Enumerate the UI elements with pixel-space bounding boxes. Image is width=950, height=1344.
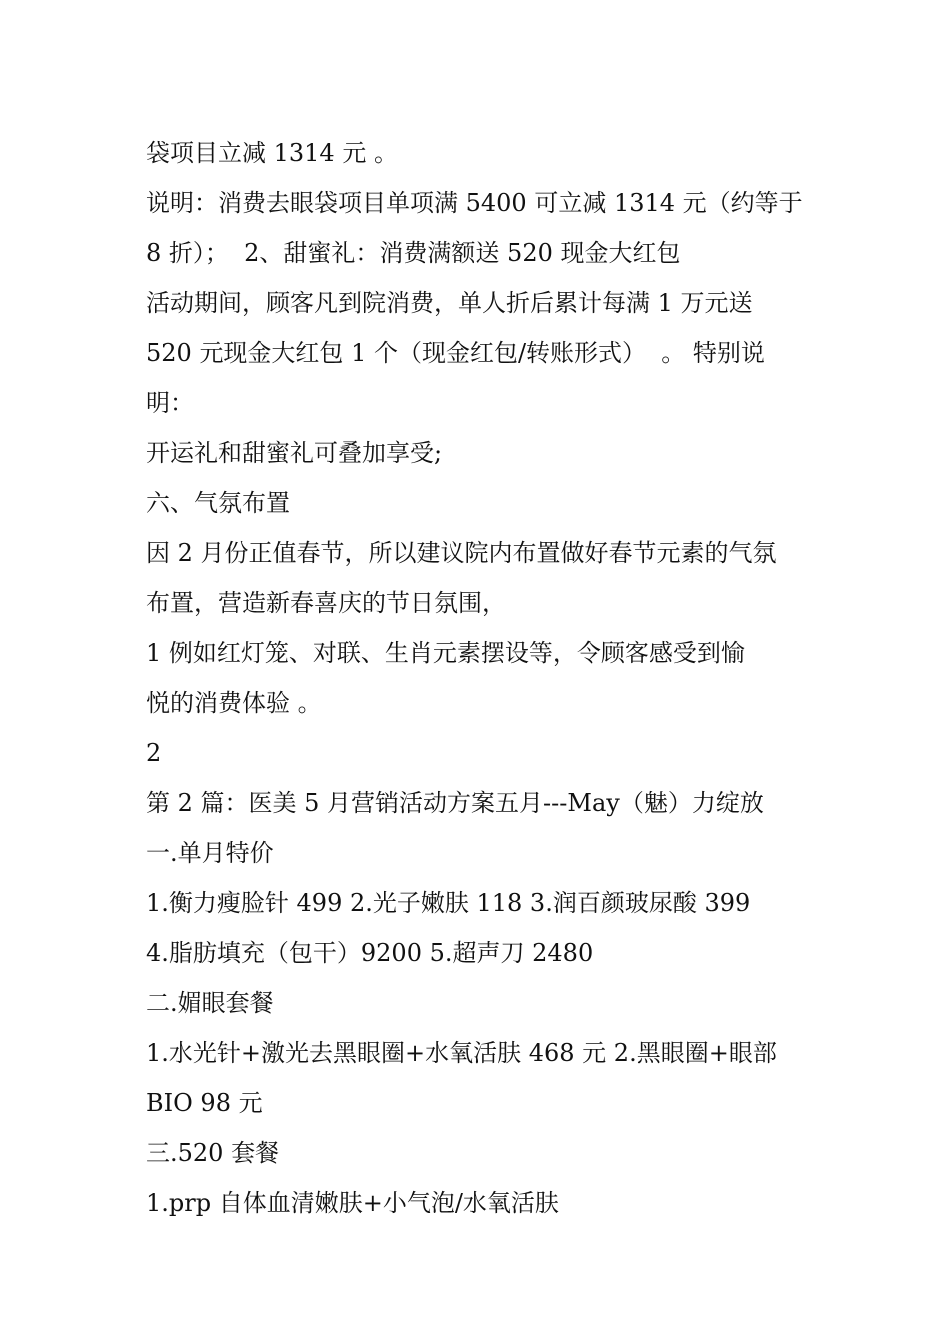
text-line: 1 例如红灯笼、对联、生肖元素摆设等，令顾客感受到愉 [146, 639, 745, 667]
text-line: 开运礼和甜蜜礼可叠加享受; [146, 439, 443, 467]
section-heading: 六、气氛布置 [146, 489, 290, 517]
page-number: 2 [146, 739, 162, 767]
article-title: 第 2 篇：医美 5 月营销活动方案五月---May（魅）力绽放 [146, 789, 764, 817]
text-line: 1.prp 自体血清嫩肤+小气泡/水氧活肤 [146, 1189, 559, 1217]
text-line: 520 元现金大红包 1 个（现金红包/转账形式） 。 特别说 [146, 339, 765, 367]
section-heading: 二.媚眼套餐 [146, 989, 274, 1017]
text-line: 8 折）； 2、甜蜜礼：消费满额送 520 现金大红包 [146, 239, 681, 267]
text-line: 悦的消费体验 。 [146, 689, 322, 717]
text-line: 布置，营造新春喜庆的节日氛围， [146, 589, 506, 617]
section-heading: 一.单月特价 [146, 839, 274, 867]
text-line: 说明：消费去眼袋项目单项满 5400 可立减 1314 元（约等于 [146, 189, 803, 217]
text-line: 1.衡力瘦脸针 499 2.光子嫩肤 118 3.润百颜玻尿酸 399 [146, 889, 751, 917]
text-line: 4.脂肪填充（包干）9200 5.超声刀 2480 [146, 939, 594, 967]
section-heading: 三.520 套餐 [146, 1139, 280, 1167]
text-line: 袋项目立减 1314 元 。 [146, 139, 398, 167]
text-line: BIO 98 元 [146, 1089, 263, 1117]
document-body [146, 128, 816, 1228]
text-line: 活动期间，顾客凡到院消费，单人折后累计每满 1 万元送 [146, 289, 753, 317]
text-line: 因 2 月份正值春节，所以建议院内布置做好春节元素的气氛 [146, 539, 777, 567]
text-line: 1.水光针+激光去黑眼圈+水氧活肤 468 元 2.黑眼圈+眼部 [146, 1039, 777, 1067]
text-line: 明： [146, 389, 194, 417]
